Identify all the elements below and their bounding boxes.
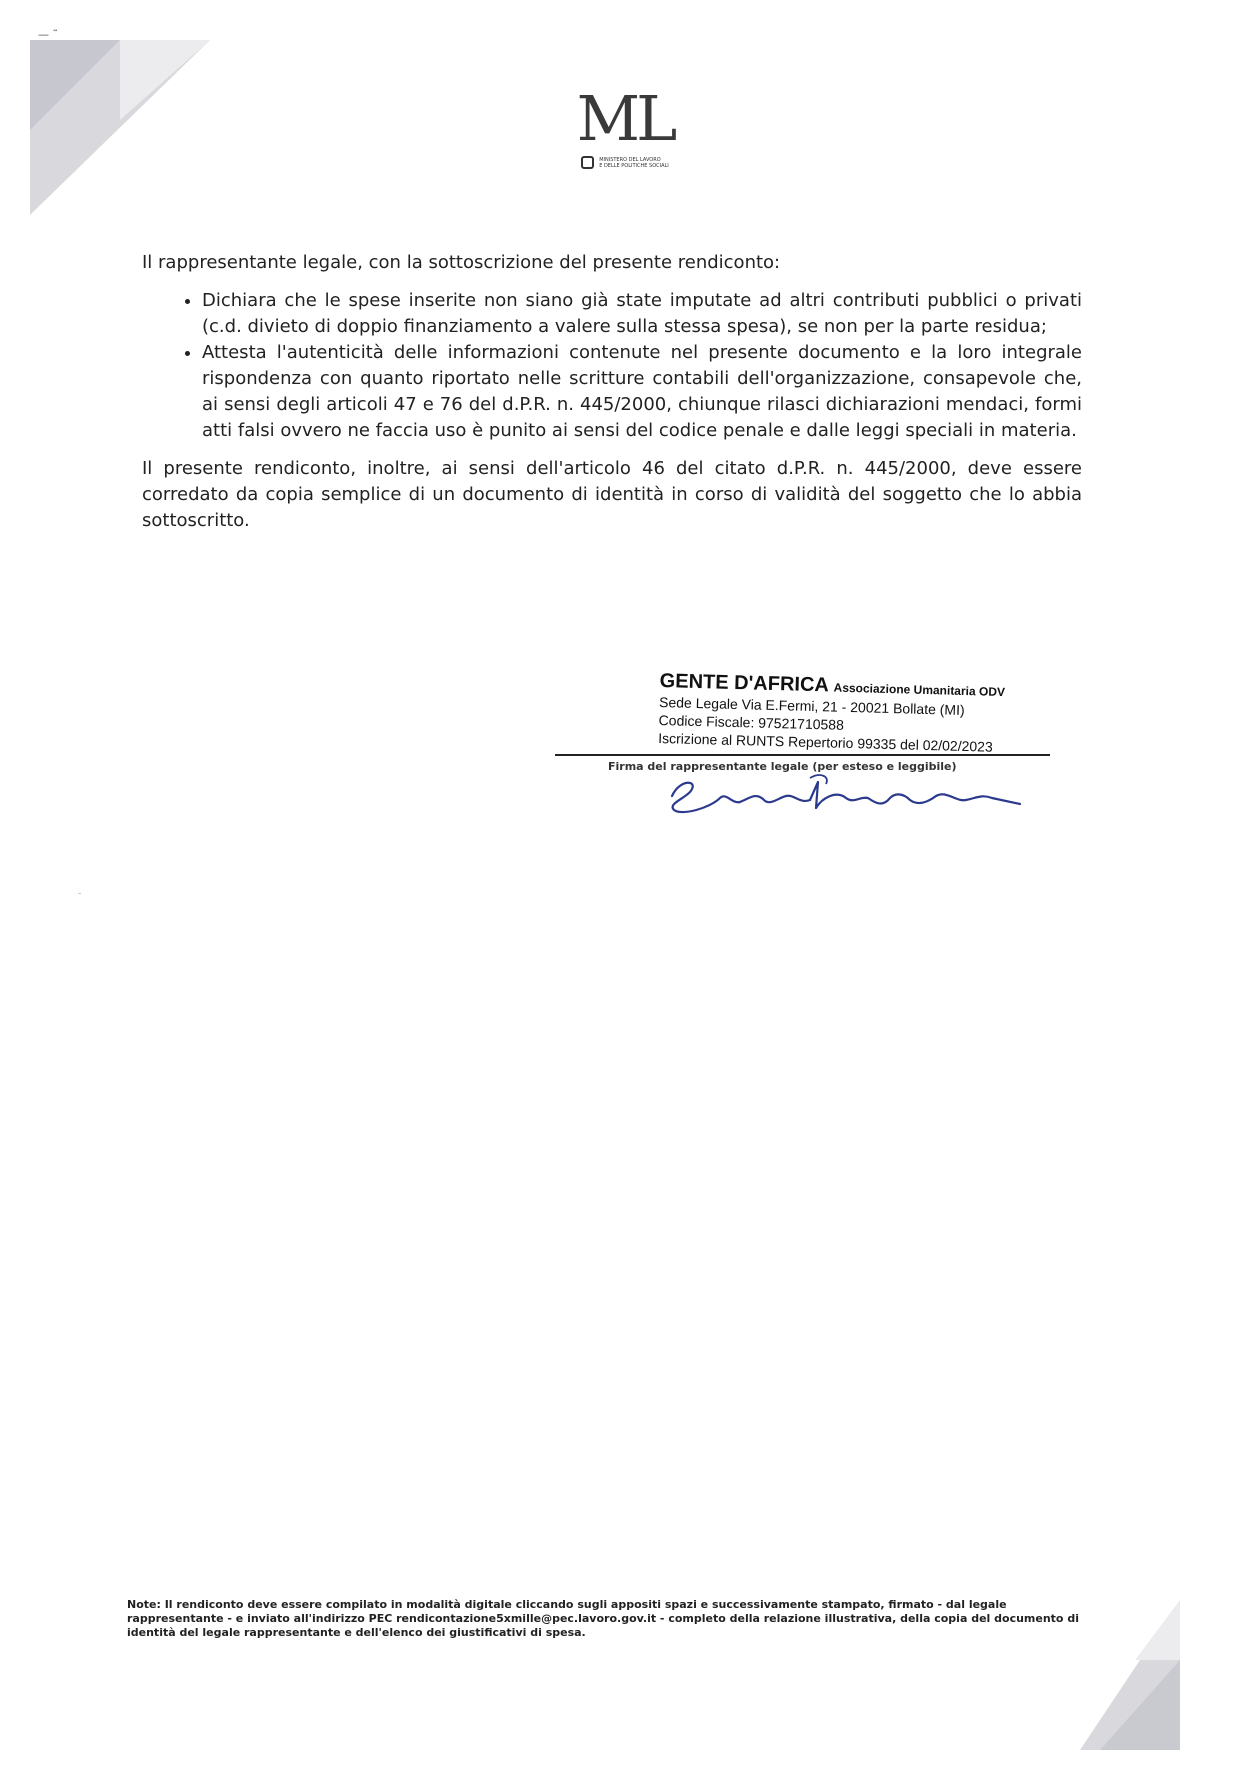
logo-subtitle [565, 156, 685, 169]
organization-stamp [658, 670, 1040, 757]
scan-mark: — ˜ [38, 28, 58, 41]
ministry-logo [565, 82, 685, 188]
stamp-org-name: GENTE D'AFRICA [659, 670, 829, 697]
declaration-item-authenticity: • Attesta l'autenticità delle informazioni contenute nel presente documento e la loro integrale rispondenza con quanto riportato nelle scritture contabili dell'organizzazione, consapevole che, ai sensi degli articoli 47 e 76 del d.P.R. n. 445/2000, chiunque rilasci dichiarazioni mendaci, formi atti falsi ovvero ne faccia uso è punito ai sensi del codice penale e dalle leggi speciali in materia. [202, 340, 1082, 444]
scan-speck [78, 893, 81, 894]
stamp-org-type: Associazione Umanitaria ODV [833, 680, 1006, 700]
closing-paragraph: Il presente rendiconto, inoltre, ai sensi dell'articolo 46 del citato d.P.R. n. 445/2000, deve essere corredato da copia semplice di un documento di identità in corso di validità del soggetto che lo abbia sottoscritto. [142, 458, 1082, 531]
corner-decoration-top-left [0, 0, 210, 215]
stamp-address: Sede Legale Via E.Fermi, 21 - 20021 Bollate (MI) [658, 693, 965, 718]
republic-emblem-icon [581, 156, 594, 169]
signature-caption: Firma del rappresentante legale (per esteso e leggibile) [608, 760, 957, 773]
logo-subtitle-line1: MINISTERO DEL LAVORO [599, 156, 661, 163]
footer-note: Note: Il rendiconto deve essere compilato in modalità digitale cliccando sugli appositi spazi e successivamente stampato, firmato - dal legale rappresentante - e inviato all'indirizzo PEC rendicontazione5xmille@pec.lavoro.gov.it - completo della relazione illustrativa, della copia del documento di identità del legale rappresentante e dell'elenco dei giustificativi di spesa. [127, 1598, 1079, 1639]
handwritten-signature [660, 768, 1040, 818]
declaration-body [142, 250, 1082, 534]
signature-line [555, 754, 1050, 756]
corner-decoration-bottom-right [1080, 1600, 1220, 1750]
stamp-tax-code: Codice Fiscale: 97521710588 [658, 711, 845, 733]
logo-subtitle-line2: E DELLE POLITICHE SOCIALI [599, 162, 669, 169]
logo-letters: ML [576, 82, 674, 155]
stamp-runts: Iscrizione al RUNTS Repertorio 99335 del 02/02/2023 [658, 729, 993, 755]
declaration-item-double-funding: • Dichiara che le spese inserite non siano già state imputate ad altri contributi pubblici o privati (c.d. divieto di doppio finanziamento a valere sulla stessa spesa), se non per la parte residua; [202, 288, 1082, 340]
intro-paragraph: Il rappresentante legale, con la sottoscrizione del presente rendiconto: [142, 252, 781, 273]
declaration-list [142, 288, 1082, 444]
